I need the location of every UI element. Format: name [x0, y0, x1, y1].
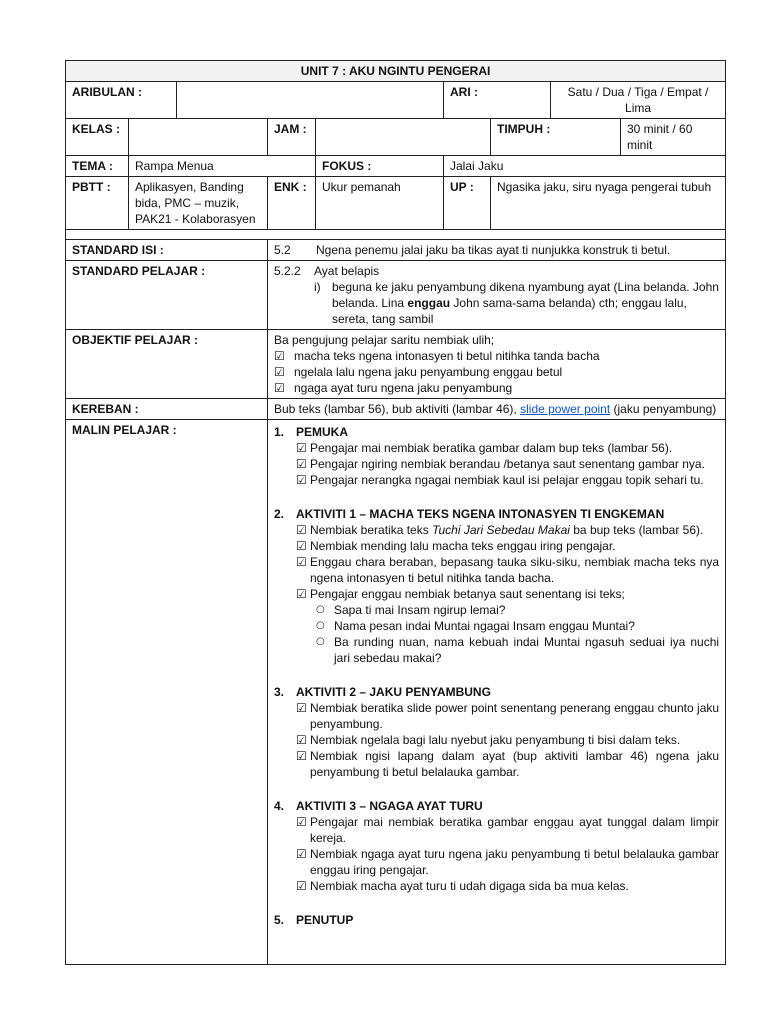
- objektif-content: [268, 330, 726, 399]
- ari-value: Satu / Dua / Tiga / Empat / Lima: [551, 82, 726, 119]
- objektif-item: ☑ ngaga ayat turu ngena jaku penyambung: [274, 381, 513, 395]
- checkbox-icon: ☑: [296, 539, 307, 553]
- checkbox-icon: ☑: [274, 381, 285, 395]
- malin-content: [268, 420, 726, 965]
- checkbox-icon: ☑: [296, 847, 307, 861]
- checkbox-icon: ☑: [274, 349, 285, 363]
- checkbox-icon: ☑: [296, 441, 307, 455]
- checkbox-icon: ☑: [296, 879, 307, 893]
- section-title: AKTIVITI 1 – MACHA TEKS NGENA INTONASYEN TI ENGKEMAN: [296, 507, 665, 521]
- up-value: Ngasika jaku, siru nyaga pengerai tubuh: [491, 177, 726, 230]
- bullet-icon: ○: [316, 620, 325, 631]
- standard-isi-content: [268, 240, 726, 261]
- section-aktiviti-3: 4. AKTIVITI 3 – NGAGA AYAT TURU ☑ Pengajar mai nembiak beratika gambar enggau ayat tunggal dalam limpir kereja. ☑ Nembiak ngaga ayat turu ngena jaku penyambung ti betul belalauka gambar enggau iring pengajar. ☑ Nembiak macha ayat turu ti udah digaga sida ba mua kelas.: [274, 799, 720, 893]
- row-aribulan: [66, 82, 726, 119]
- jam-value[interactable]: [316, 119, 491, 156]
- standard-isi-label: STANDARD ISI :: [66, 240, 268, 261]
- up-label: UP :: [444, 177, 491, 230]
- standard-isi-text: Ngena penemu jalai jaku ba tikas ayat ti nunjukka konstruk ti betul.: [316, 243, 671, 257]
- enk-value: Ukur pemanah: [316, 177, 444, 230]
- section-aktiviti-1: 2. AKTIVITI 1 – MACHA TEKS NGENA INTONASYEN TI ENGKEMAN ☑ Nembiak beratika teks Tuchi Jari Sebedau Makai ba bup teks (lambar 56). ☑ Nembiak mending lalu macha teks enggau iring pengajar. ☑ Enggau chara beraban, bepasang tauka siku-siku, nembiak macha teks nya ngena intonasyen ti betul nitihka tanda bacha. ☑ Pengajar enggau nembiak betanya saut senentang isi teks; ○ Sapa ti mai Insam ngirup lemai? ○ Nama pesan indai Muntai ngagai Insam enggau Muntai? ○ Ba runding nuan, nama kebuah indai Muntai ngasuh seduai iya nuchi jari sebedau makai?: [274, 507, 720, 665]
- section-pemuka: 1. PEMUKA ☑ Pengajar mai nembiak beratika gambar dalam bup teks (lambar 56). ☑ Pengajar ngiring nembiak berandau /betanya saut senentang gambar nya. ☑ Pengajar nerangka ngagai nembiak kaul isi pelajar enggau topik sehari tu.: [274, 425, 705, 487]
- kereban-label: KEREBAN :: [66, 399, 268, 420]
- row-tema: [66, 156, 726, 177]
- objektif-intro: Ba pengujung pelajar saritu nembiak ulih;: [274, 333, 495, 347]
- checkbox-icon: ☑: [296, 749, 307, 763]
- row-standard-pelajar: [66, 261, 726, 330]
- bullet-icon: ○: [316, 604, 325, 615]
- row-objektif: [66, 330, 726, 399]
- section-aktiviti-2: 3. AKTIVITI 2 – JAKU PENYAMBUNG ☑ Nembiak beratika slide power point senentang penerang enggau chunto jaku penyambung. ☑ Nembiak ngelala bagi lalu nyebut jaku penyambung ti bisi dalam teks. ☑ Nembiak ngisi lapang dalam ayat (bup aktiviti lambar 46) ngena jaku penyambung ti betul belalauka gambar.: [274, 685, 720, 779]
- checkbox-icon: ☑: [296, 457, 307, 471]
- row-kereban: [66, 399, 726, 420]
- checkbox-icon: ☑: [274, 365, 285, 379]
- section-title: PEMUKA: [296, 425, 349, 439]
- tema-label: TEMA :: [66, 156, 129, 177]
- row-pbtt: [66, 177, 726, 230]
- aribulan-value[interactable]: [177, 82, 444, 119]
- standard-pelajar-title: Ayat belapis: [314, 264, 380, 278]
- checkbox-icon: ☑: [296, 523, 307, 537]
- section-title: PENUTUP: [296, 913, 354, 927]
- unit-title: UNIT 7 : AKU NGINTU PENGERAI: [66, 61, 726, 82]
- objektif-item: ☑ macha teks ngena intonasyen ti betul nitihka tanda bacha: [274, 349, 600, 363]
- kelas-label: KELAS :: [66, 119, 129, 156]
- standard-pelajar-label: STANDARD PELAJAR :: [66, 261, 268, 330]
- kelas-value[interactable]: [129, 119, 268, 156]
- pbtt-value: Aplikasyen, Banding bida, PMC – muzik, PAK21 - Kolaborasyen: [129, 177, 268, 230]
- enk-label: ENK :: [268, 177, 316, 230]
- section-title: AKTIVITI 3 – NGAGA AYAT TURU: [296, 799, 483, 813]
- tema-value: Rampa Menua: [129, 156, 316, 177]
- row-malin: [66, 420, 726, 965]
- jam-label: JAM :: [268, 119, 316, 156]
- timpuh-value: 30 minit / 60 minit: [621, 119, 726, 156]
- aribulan-label: ARIBULAN :: [66, 82, 177, 119]
- fokus-label: FOKUS :: [316, 156, 444, 177]
- pbtt-label: PBTT :: [66, 177, 129, 230]
- objektif-label: OBJEKTIF PELAJAR :: [66, 330, 268, 399]
- ari-label: ARI :: [444, 82, 551, 119]
- timpuh-label: TIMPUH :: [491, 119, 621, 156]
- standard-pelajar-content: [268, 261, 726, 330]
- checkbox-icon: ☑: [296, 473, 307, 487]
- standard-isi-code: 5.2: [274, 243, 291, 257]
- checkbox-icon: ☑: [296, 815, 307, 829]
- section-penutup: 5. PENUTUP: [274, 913, 354, 927]
- lesson-plan-table: [65, 60, 726, 965]
- checkbox-icon: ☑: [296, 587, 307, 601]
- fokus-value: Jalai Jaku: [444, 156, 726, 177]
- row-standard-isi: [66, 240, 726, 261]
- checkbox-icon: ☑: [296, 701, 307, 715]
- objektif-item: ☑ ngelala lalu ngena jaku penyambung enggau betul: [274, 365, 563, 379]
- bullet-icon: ○: [316, 636, 325, 647]
- malin-label: MALIN PELAJAR :: [66, 420, 268, 965]
- checkbox-icon: ☑: [296, 555, 307, 569]
- kereban-content: Bub teks (lambar 56), bub aktiviti (lambar 46), slide power point (jaku penyambung): [268, 399, 726, 420]
- checkbox-icon: ☑: [296, 733, 307, 747]
- row-kelas: [66, 119, 726, 156]
- standard-pelajar-item: beguna ke jaku penyambung dikena nyambung ayat (Lina belanda. John belanda. Lina enggau John sama-sama belanda) cth; enggau lalu, sereta, tang sambil: [332, 280, 719, 326]
- standard-pelajar-marker: i): [314, 280, 321, 294]
- section-title: AKTIVITI 2 – JAKU PENYAMBUNG: [296, 685, 491, 699]
- standard-pelajar-code: 5.2.2: [274, 264, 301, 278]
- slide-power-point-link[interactable]: slide power point: [520, 402, 611, 416]
